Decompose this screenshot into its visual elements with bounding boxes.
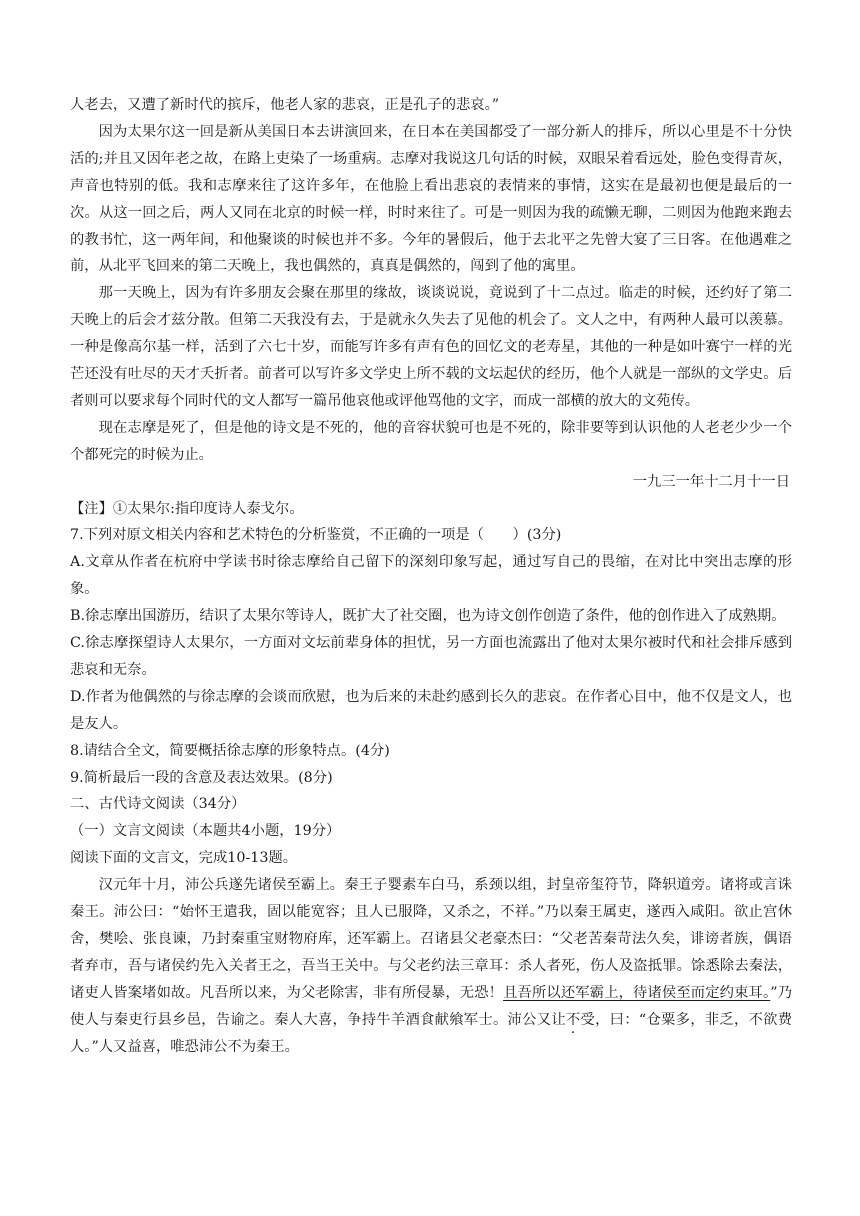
section-2-heading: 二、古代诗文阅读（34分） [70, 796, 246, 813]
essay-paragraph-2: 那一天晚上，因为有许多朋友会聚在那里的缘故，谈谈说说，竟说到了十二点过。临走的时候，还约好了第二天晚上的后会才兹分散。但第二天我没有去，于是就永久失去了见他的机会了。文人之中，有两种人最可以羡慕。一种是像高尔基一样，活到了六七十岁，而能写许多有声有色的回忆文的老寿星，其他的一种是如叶赛宁一样的光芒还没有吐尽的天才夭折者。前者可以写许多文学史上所不载的文坛起伏的经历，他个人就是一部纵的文学史。后者则可以要求每个同时代的文人都写一篇吊他哀他或评他骂他的文字，而成一部横的放大的文苑传。 [70, 285, 792, 409]
section-2-instruction: 阅读下面的文言文，完成10-13题。 [70, 850, 298, 867]
classical-passage [70, 872, 792, 1060]
classical-passage-underlined-sentence: 且吾所以还军霸上，待诸侯至而定约束耳。 [503, 984, 771, 1001]
classical-passage-part-2: ”乃使人与秦吏行县乡邑，告谕之。秦人大喜，争持牛羊酒食献飨军士。沛公又 [70, 984, 792, 1028]
question-7-option-b: B.徐志摩出国游历，结识了太果尔等诗人，既扩大了社交圈，也为诗文创作创造了条件，他的创作进入了成熟期。 [70, 608, 786, 625]
classical-passage-part-1: 汉元年十月，沛公兵遂先诸侯至霸上。秦王子婴素车白马，系颈以组，封皇帝玺符节，降轵道旁。诸将或言诛秦王。沛公曰：“始怀王遣我，固以能宽容；且人已服降，又杀之，不祥。”乃以秦王属吏，遂西入咸阳。欲止宫休舍，樊哙、张良谏，乃封秦重宝财物府库，还军霸上。召诸县父老豪杰曰：“父老苦秦苛法久矣，诽谤者族，偶语者弃市，吾与诸侯约先入关者王之，吾当王关中。与父老约法三章耳：杀人者死，伤人及盗抵罪。馀悉除去秦法，诸吏人皆案堵如故。凡吾所以来，为父老除害，非有所侵暴，无恐！ [70, 877, 792, 1001]
question-7-option-d: D.作者为他偶然的与徐志摩的会谈而欣慰，也为后来的未赴约感到长久的悲哀。在作者心目中，他不仅是文人，也是友人。 [70, 688, 792, 732]
essay-note: 【注】①太果尔:指印度诗人泰戈尔。 [70, 500, 304, 517]
question-8: 8.请结合全文，简要概括徐志摩的形象特点。(4分) [70, 742, 390, 759]
question-7-option-a: A.文章从作者在杭府中学读书时徐志摩给自己留下的深刻印象写起，通过写自己的畏缩，在对比中突出志摩的形象。 [70, 554, 792, 598]
classical-passage-part-3: 不受，曰：“仓粟多，非乏，不欲费人。”人又益喜，唯恐沛公不为秦王。 [70, 1011, 793, 1055]
question-7: 7.下列对原文相关内容和艺术特色的分析鉴赏，不正确的一项是（ ）(3分) [70, 527, 562, 544]
document-page [70, 92, 792, 1060]
question-7-option-c: C.徐志摩探望诗人太果尔，一方面对文坛前辈身体的担忧，另一方面也流露出了他对太果尔被时代和社会排斥感到悲哀和无奈。 [70, 635, 792, 678]
classical-passage-dotted-char: 让 [551, 1011, 566, 1028]
essay-paragraph-3: 现在志摩是死了，但是他的诗文是不死的，他的音容状貌可也是不死的，除非要等到认识他的人老老少少一个个都死完的时候为止。 [70, 419, 792, 463]
essay-continuation-line: 人老去，又遭了新时代的摈斥，他老人家的悲哀，正是孔子的悲哀。” [70, 97, 500, 113]
essay-paragraph-1: 因为太果尔这一回是新从美国日本去讲演回来，在日本在美国都受了一部分新人的排斥，所以心里是不十分快活的;并且又因年老之故，在路上吏染了一场重病。志摩对我说这几句话的时候，双眼呆着看远处，脸色变得青灰，声音也特别的低。我和志摩来往了这许多年，在他脸上看出悲哀的表情来的事情，这实在是最初也便是最后的一次。从这一回之后，两人又同在北京的时候一样，时时来往了。可是一则因为我的疏懒无聊，二则因为他跑来跑去的教书忙，这一两年间，和他聚谈的时候也并不多。今年的暑假后，他于去北平之先曾大宴了三日客。在他遇难之前，从北平飞回来的第二天晚上，我也偶然的，真真是偶然的，闯到了他的寓里。 [70, 123, 792, 275]
essay-date: 一九三一年十二月十一日 [632, 473, 790, 490]
question-9: 9.简析最后一段的含意及表达效果。(8分) [70, 769, 333, 786]
section-2-subheading: （一）文言文阅读（本题共4小题，19分） [70, 823, 341, 840]
